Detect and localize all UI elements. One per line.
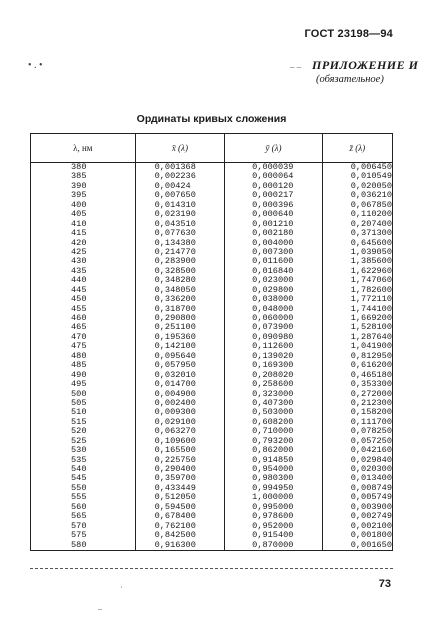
table-cell: 530: [71, 445, 87, 456]
table-cell: 0,090980: [252, 331, 294, 342]
column-z-bar: [322, 163, 392, 551]
table-cell: 0,000640: [252, 209, 294, 220]
table-cell: 1,039050: [350, 246, 392, 257]
column-x-bar: [135, 163, 225, 551]
table-cell: 410: [71, 218, 87, 229]
ordinates-table: [30, 133, 393, 551]
table-cell: 0,057950: [154, 360, 196, 371]
table-cell: 0,010549: [350, 171, 392, 182]
table-cell: 0,038000: [252, 294, 294, 305]
table-cell: 0,000396: [252, 199, 294, 210]
table-cell: 0,007650: [154, 190, 196, 201]
appendix-title: ПРИЛОЖЕНИЕ И: [312, 58, 419, 72]
table-cell: 0,001210: [252, 218, 294, 229]
table-cell: 0,002749: [350, 511, 392, 522]
bottom-rule: [30, 568, 393, 569]
table-cell: 560: [71, 501, 87, 512]
table-cell: 520: [71, 426, 87, 437]
table-cell: 0,029800: [252, 284, 294, 295]
table-cell: 0,158200: [350, 407, 392, 418]
table-cell: 490: [71, 369, 87, 380]
table-cell: 0,063270: [154, 426, 196, 437]
table-cell: 0,001800: [350, 530, 392, 541]
column-y-bar: [225, 163, 323, 551]
table-cell: 0,023000: [252, 275, 294, 286]
table-cell: 0,812950: [350, 350, 392, 361]
table-cell: 0,095640: [154, 350, 196, 361]
table-cell: 0,842500: [154, 530, 196, 541]
table-cell: 0,359700: [154, 473, 196, 484]
table-cell: 550: [71, 482, 87, 493]
table-cell: 540: [71, 464, 87, 474]
table-cell: 0,000217: [252, 190, 294, 201]
table-cell: 0,318700: [154, 303, 196, 314]
table-cell: 0,283900: [154, 256, 196, 267]
table-cell: 0,678400: [154, 511, 196, 522]
table-cell: 0,000039: [252, 162, 294, 172]
table-cell: 0,009300: [154, 407, 196, 418]
table-cell: 0,078250: [350, 426, 392, 437]
table-cell: 0,272000: [350, 388, 392, 399]
table-cell: 575: [71, 530, 87, 541]
table-cell: 1,287640: [350, 331, 392, 342]
table-cell: 0,060000: [252, 313, 294, 323]
table-cell: 0,348280: [154, 275, 196, 286]
table-cell: 0,645600: [350, 237, 392, 248]
table-cell: 0,214770: [154, 246, 196, 257]
table-cell: 480: [71, 350, 87, 361]
table-cell: 500: [71, 388, 87, 399]
table-cell: 0,023190: [154, 209, 196, 220]
table-cell: 395: [71, 190, 87, 201]
table-cell: 0,616200: [350, 360, 392, 371]
table-cell: 0,109600: [154, 435, 196, 446]
table-cell: 0,916300: [154, 539, 196, 550]
table-cell: 0,512050: [154, 492, 196, 503]
table-cell: 0,111700: [350, 416, 392, 427]
table-cell: 0,000120: [252, 180, 294, 191]
table-cell: 0,002400: [154, 397, 196, 408]
table-cell: 455: [71, 303, 87, 314]
table-cell: 0,077630: [154, 228, 196, 239]
table-cell: 1,385600: [350, 256, 392, 267]
table-cell: 0,043510: [154, 218, 196, 229]
table-cell: 435: [71, 265, 87, 276]
table-cell: 565: [71, 511, 87, 522]
table-cell: 460: [71, 313, 87, 323]
table-cell: 1,622960: [350, 265, 392, 276]
table-body-row: [31, 163, 393, 551]
table-cell: 0,006450: [350, 162, 392, 172]
table-cell: 0,020300: [350, 464, 392, 474]
table-cell: 545: [71, 473, 87, 484]
table-cell: 0,110200: [350, 209, 392, 220]
table-cell: 1,041900: [350, 341, 392, 352]
table-cell: 415: [71, 228, 87, 239]
table-cell: 485: [71, 360, 87, 371]
table-cell: 405: [71, 209, 87, 220]
table-cell: 0,994950: [252, 482, 294, 493]
table-cell: 0,914850: [252, 454, 294, 465]
table-cell: 385: [71, 171, 87, 182]
table-title: Ординаты кривых сложения: [136, 113, 287, 125]
table-cell: 0,195360: [154, 331, 196, 342]
header-x-bar: x̄ (λ): [135, 134, 225, 163]
table-cell: 0,251100: [154, 322, 196, 333]
table-cell: 515: [71, 416, 87, 427]
table-cell: 525: [71, 435, 87, 446]
table-cell: 0,978600: [252, 511, 294, 522]
table-cell: 0,005749: [350, 492, 392, 503]
table-cell: 0,862000: [252, 445, 294, 456]
table-cell: 1,772110: [350, 294, 392, 305]
table-cell: 390: [71, 180, 87, 191]
table-cell: 0,029100: [154, 416, 196, 427]
table-cell: 0,004900: [154, 388, 196, 399]
table-cell: 0,003900: [350, 501, 392, 512]
table-cell: 0,954000: [252, 464, 294, 474]
table-cell: 1,744100: [350, 303, 392, 314]
table-cell: 0,001368: [154, 162, 196, 172]
table-cell: 0,014700: [154, 379, 196, 390]
table-cell: 425: [71, 246, 87, 257]
table-cell: 0,002100: [350, 520, 392, 531]
table-cell: 420: [71, 237, 87, 248]
scan-speck: ·: [120, 583, 123, 592]
table-cell: 0,793200: [252, 435, 294, 446]
table-cell: 0,225750: [154, 454, 196, 465]
table-cell: 0,915400: [252, 530, 294, 541]
table-cell: 0,371300: [350, 228, 392, 239]
header-y-bar: ȳ (λ): [225, 134, 323, 163]
table-cell: 535: [71, 454, 87, 465]
table-cell: 0,212300: [350, 397, 392, 408]
table-cell: 380: [71, 162, 87, 172]
table-cell: 1,528100: [350, 322, 392, 333]
table-cell: 430: [71, 256, 87, 267]
header-z-bar: z̄ (λ): [322, 134, 392, 163]
table-cell: 0,002236: [154, 171, 196, 182]
table-cell: 0,465180: [350, 369, 392, 380]
table-cell: 0,995000: [252, 501, 294, 512]
scan-speck: –: [98, 604, 102, 613]
table-cell: 0,762100: [154, 520, 196, 531]
standard-code: ГОСТ 23198—94: [304, 28, 393, 40]
table-cell: 0,016840: [252, 265, 294, 276]
table-cell: 0,004000: [252, 237, 294, 248]
table-cell: 0,328500: [154, 265, 196, 276]
table-cell: 0,112600: [252, 341, 294, 352]
table-cell: 0,165500: [154, 445, 196, 456]
table-cell: 1,000000: [252, 492, 294, 503]
table-cell: 0,290800: [154, 313, 196, 323]
table-cell: 1,782600: [350, 284, 392, 295]
appendix-note: (обязательное): [316, 74, 384, 85]
page-number: 73: [378, 578, 391, 590]
table-cell: 440: [71, 275, 87, 286]
table-cell: 1,747060: [350, 275, 392, 286]
table-cell: 0,042160: [350, 445, 392, 456]
table-cell: 445: [71, 284, 87, 295]
table-cell: 0,169300: [252, 360, 294, 371]
table-cell: 0,048000: [252, 303, 294, 314]
scan-dash: – –: [290, 62, 302, 72]
table-cell: 0,208020: [252, 369, 294, 380]
table-cell: 0,139020: [252, 350, 294, 361]
table-cell: 0,594500: [154, 501, 196, 512]
table-cell: 0,032010: [154, 369, 196, 380]
table-cell: 0,290400: [154, 464, 196, 474]
table-cell: 0,353300: [350, 379, 392, 390]
table-cell: 0,503000: [252, 407, 294, 418]
table-cell: 0,008749: [350, 482, 392, 493]
table-cell: 475: [71, 341, 87, 352]
table-cell: 0,870000: [252, 539, 294, 550]
table-cell: 0,323000: [252, 388, 294, 399]
table-cell: 0,014310: [154, 199, 196, 210]
table-cell: 450: [71, 294, 87, 305]
table-cell: 0,002180: [252, 228, 294, 239]
table-cell: 0,336200: [154, 294, 196, 305]
table-cell: 580: [71, 539, 87, 550]
table-cell: 0,258600: [252, 379, 294, 390]
table-cell: 0,980300: [252, 473, 294, 484]
column-wavelength: [31, 163, 136, 551]
table-cell: 0,207400: [350, 218, 392, 229]
table-cell: 0,013400: [350, 473, 392, 484]
table-cell: 465: [71, 322, 87, 333]
table-cell: 0,608200: [252, 416, 294, 427]
table-cell: 0,073900: [252, 322, 294, 333]
table-cell: 0,134380: [154, 237, 196, 248]
table-cell: 495: [71, 379, 87, 390]
header-wavelength: λ, нм: [31, 134, 136, 163]
table-cell: 0,710000: [252, 426, 294, 437]
table-cell: 470: [71, 331, 87, 342]
table-cell: 0,011600: [252, 256, 294, 267]
table-cell: 510: [71, 407, 87, 418]
table-cell: 0,067850: [350, 199, 392, 210]
table-cell: 570: [71, 520, 87, 531]
table-cell: 0,001650: [350, 539, 392, 550]
table-cell: 555: [71, 492, 87, 503]
scan-specks: • . •: [28, 60, 43, 71]
table-cell: 0,00424: [154, 180, 191, 191]
table-cell: 1,669200: [350, 313, 392, 323]
table-cell: 0,348050: [154, 284, 196, 295]
table-cell: 0,407300: [252, 397, 294, 408]
table-cell: 0,007300: [252, 246, 294, 257]
table-header-row: [31, 134, 393, 163]
table-cell: 0,020050: [350, 180, 392, 191]
table-cell: 0,000064: [252, 171, 294, 182]
table-cell: 0,433449: [154, 482, 196, 493]
table-cell: 0,057250: [350, 435, 392, 446]
table-cell: 0,036210: [350, 190, 392, 201]
table-cell: 0,142100: [154, 341, 196, 352]
table-cell: 400: [71, 199, 87, 210]
table-cell: 0,952000: [252, 520, 294, 531]
table-cell: 505: [71, 397, 87, 408]
table-cell: 0,029840: [350, 454, 392, 465]
